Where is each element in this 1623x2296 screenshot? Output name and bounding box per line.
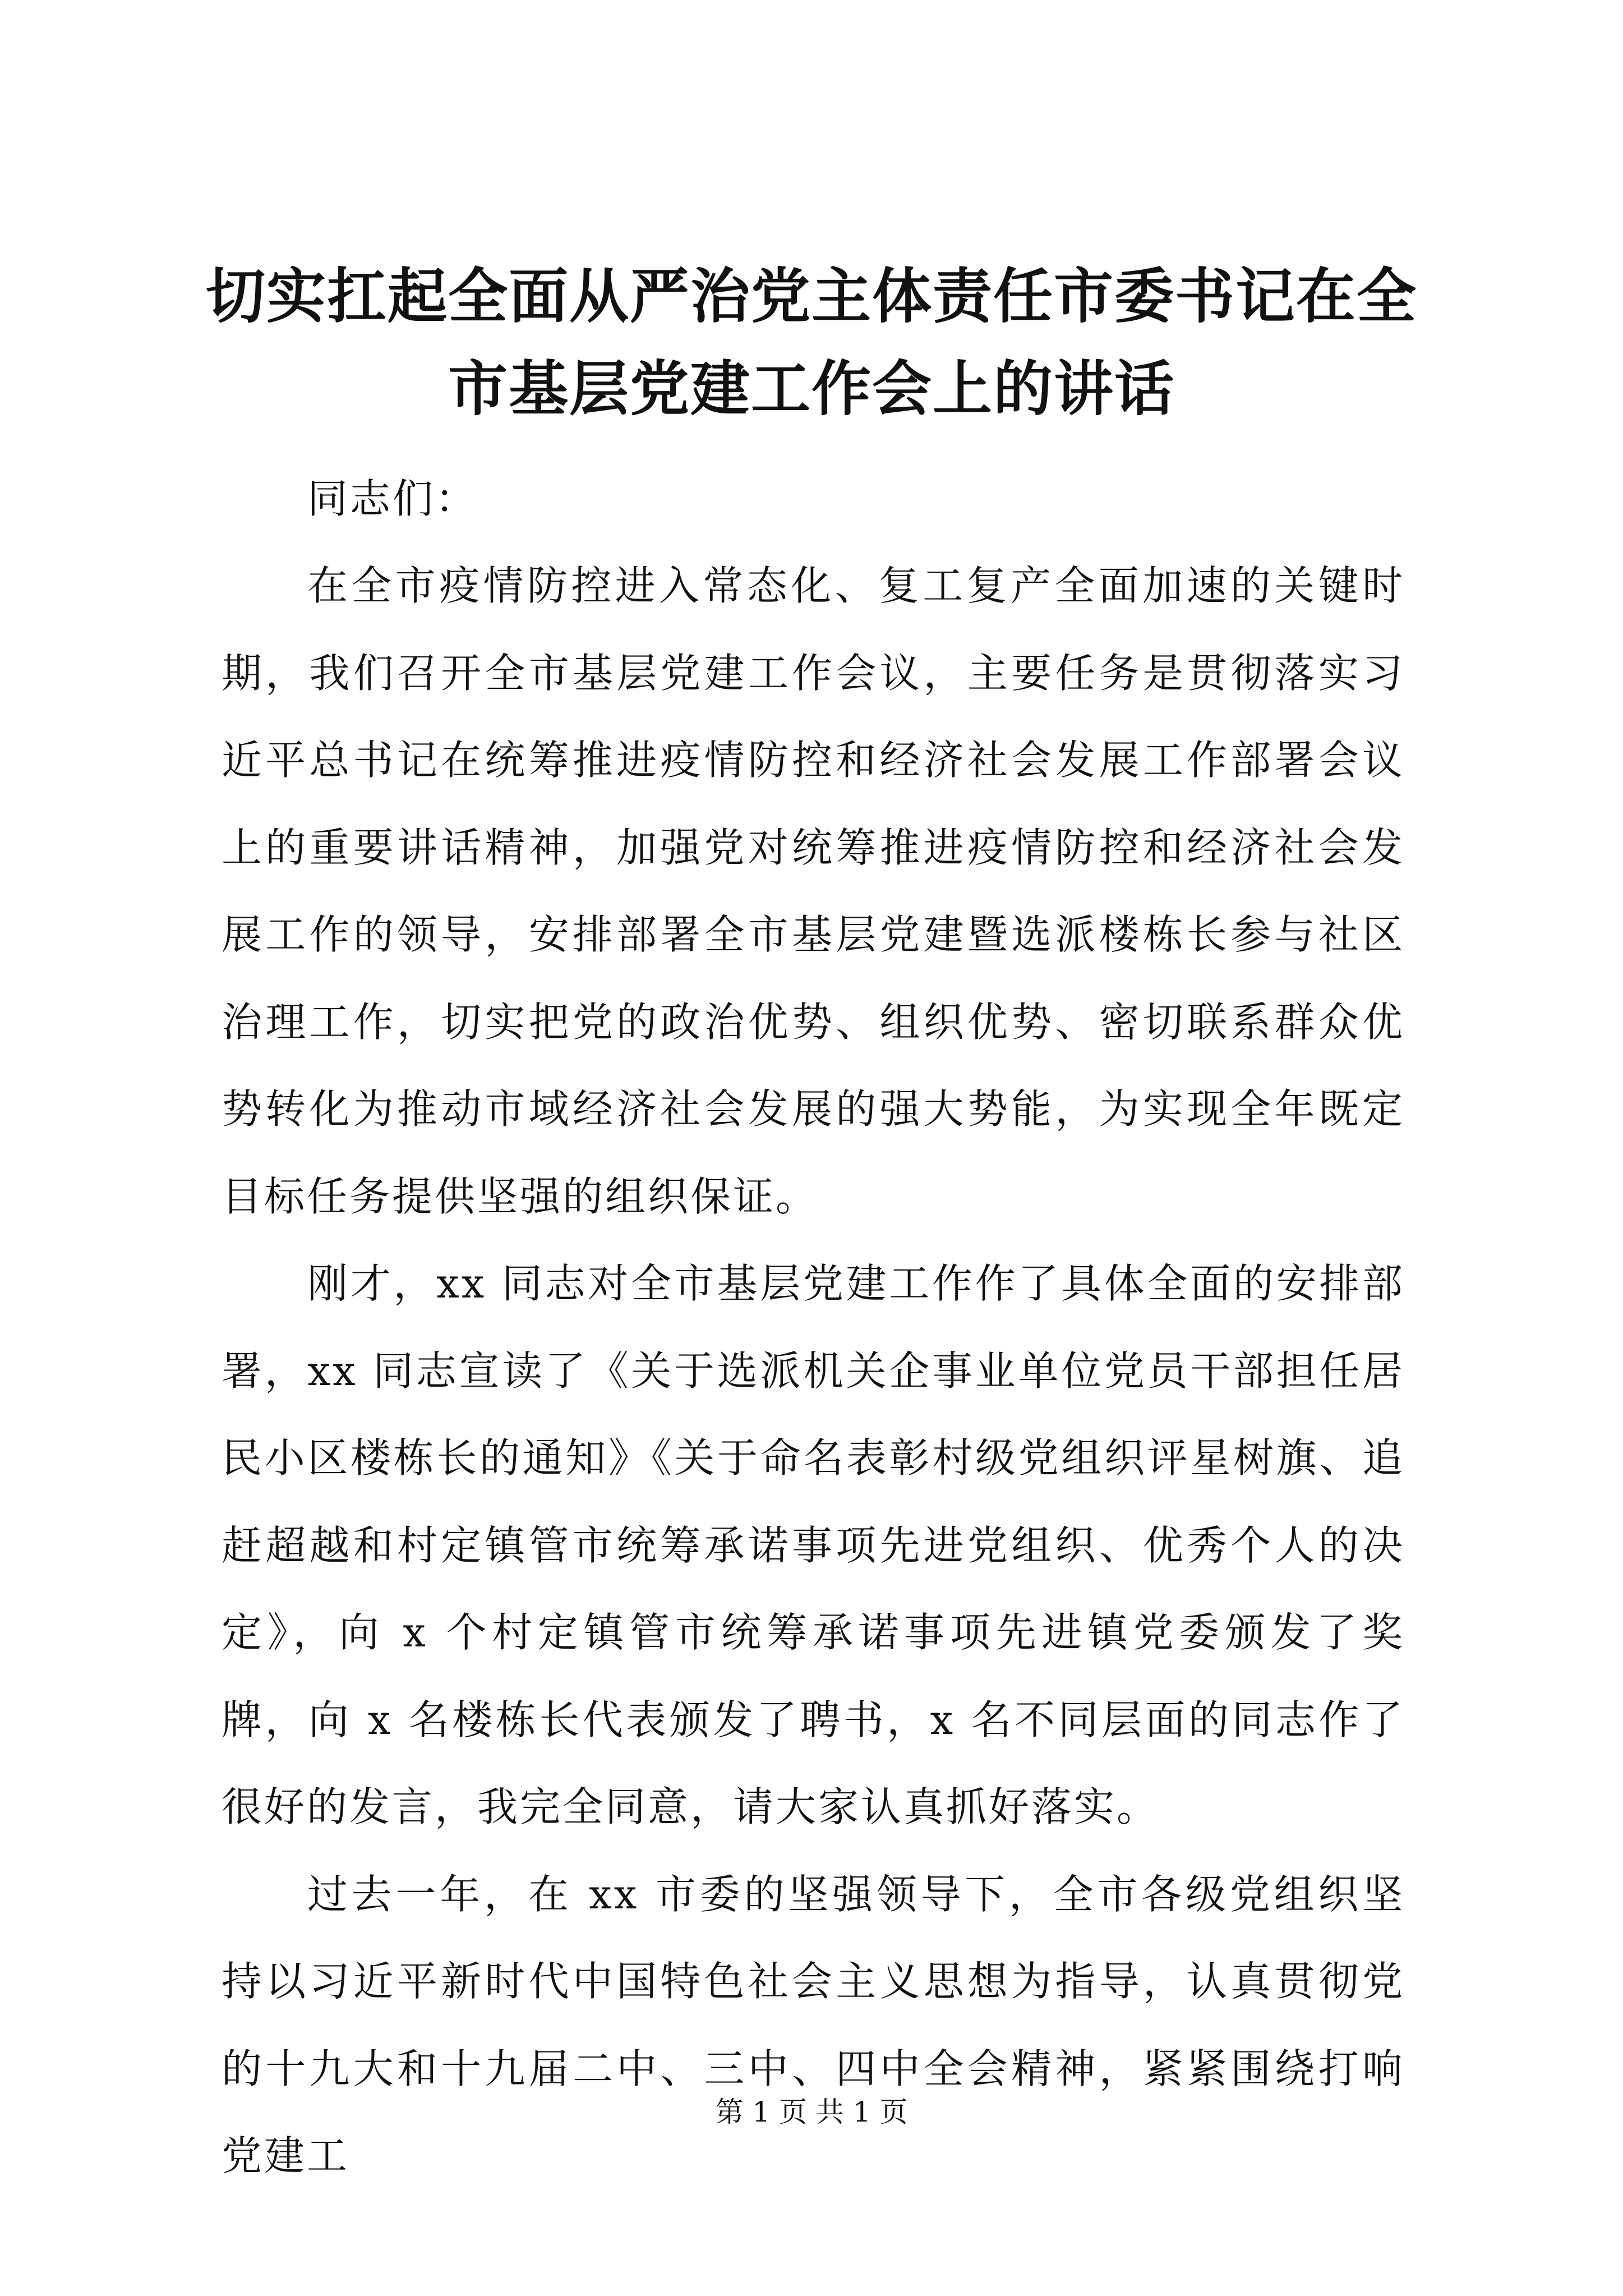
- paragraph-2: 刚才，xx 同志对全市基层党建工作作了具体全面的安排部署，xx 同志宣读了《关于选派机关企事业单位党员干部担任居民小区楼栋长的通知》《关于命名表彰村级党组织评星树旗、追赶超越和村定镇管市统筹承诺事项先进党组织、优秀个人的决定》，向 x 个村定镇管市统筹承诺事项先进镇党委颁发了奖牌，向 x 名楼栋长代表颁发了聘书，x 名不同层面的同志作了很好的发言，我完全同意，请大家认真抓好落实。: [222, 1260, 1405, 1830]
- salutation: 同志们：: [307, 475, 478, 522]
- document-body: [222, 455, 1405, 2200]
- paragraph-1: 在全市疫情防控进入常态化、复工复产全面加速的关键时期，我们召开全市基层党建工作会议，主要任务是贯彻落实习近平总书记在统筹推进疫情防控和经济社会发展工作部署会议上的重要讲话精神，加强党对统筹推进疫情防控和经济社会发展工作的领导，安排部署全市基层党建暨选派楼栋长参与社区治理工作，切实把党的政治优势、组织优势、密切联系群众优势转化为推动市域经济社会发展的强大势能，为实现全年既定目标任务提供坚强的组织保证。: [222, 562, 1405, 1220]
- paragraph-3: 过去一年，在 xx 市委的坚强领导下，全市各级党组织坚持以习近平新时代中国特色社会主义思想为指导，认真贯彻党的十九大和十九届二中、三中、四中全会精神，紧紧围绕打响党建工: [222, 1870, 1405, 2179]
- document-title: 切实扛起全面从严治党主体责任市委书记在全市基层党建工作会上的讲话: [206, 261, 1417, 424]
- page-footer: 第 1 页 共 1 页: [715, 2096, 908, 2128]
